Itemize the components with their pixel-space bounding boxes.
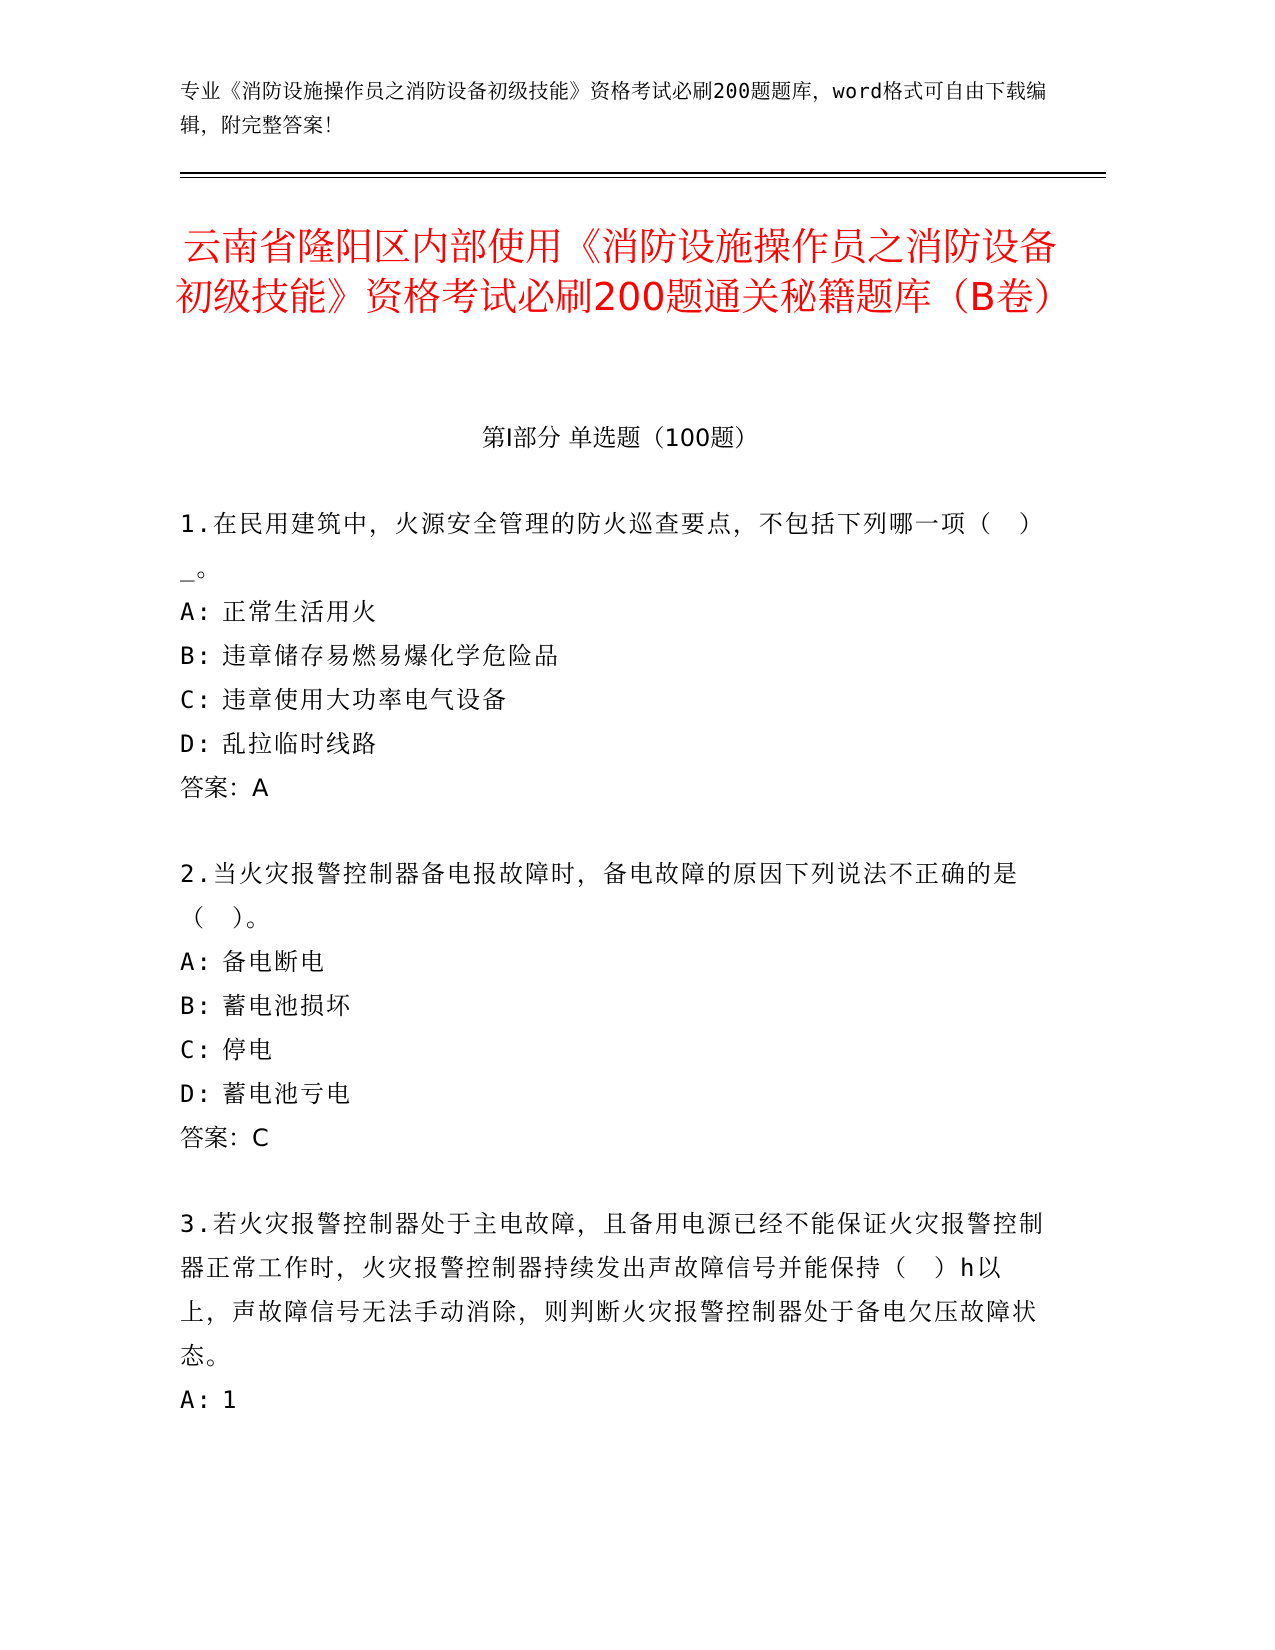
option-row xyxy=(180,940,1050,984)
option-text: 备电断电 xyxy=(222,948,326,976)
question-item xyxy=(180,502,1050,810)
question-item xyxy=(180,1202,1050,1422)
option-letter: A: xyxy=(180,948,213,976)
option-text: 违章储存易燃易爆化学危险品 xyxy=(222,642,560,670)
option-text: 停电 xyxy=(222,1036,274,1064)
option-row xyxy=(180,1028,1050,1072)
section-title: 第Ⅰ部分 单选题（100题） xyxy=(481,424,759,452)
option-row xyxy=(180,722,1050,766)
option-text: 蓄电池损坏 xyxy=(222,992,352,1020)
option-letter: A: xyxy=(180,1386,213,1414)
option-letter: C: xyxy=(180,1036,213,1064)
option-letter: C: xyxy=(180,686,213,714)
option-letter: B: xyxy=(180,642,213,670)
option-letter: B: xyxy=(180,992,213,1020)
question-item xyxy=(180,852,1050,1160)
answer-line: 答案：C xyxy=(180,1124,269,1152)
header-divider-thick xyxy=(180,172,1106,174)
option-text: 正常生活用火 xyxy=(222,598,378,626)
option-text: 乱拉临时线路 xyxy=(222,730,378,758)
question-stem: 2.当火灾报警控制器备电报故障时，备电故障的原因下列说法不正确的是（ ）。 xyxy=(180,860,1019,932)
answer-line: 答案：A xyxy=(180,774,269,802)
question-stem: 3.若火灾报警控制器处于主电故障，且备用电源已经不能保证火灾报警控制器正常工作时，火灾报警控制器持续发出声故障信号并能保持（ ）h以上，声故障信号无法手动消除，则判断火灾报警控制器处于备电欠压故障状态。 xyxy=(180,1210,1045,1370)
option-row xyxy=(180,678,1050,722)
option-row xyxy=(180,590,1050,634)
option-row xyxy=(180,1072,1050,1116)
header-note: 专业《消防设施操作员之消防设备初级技能》资格考试必刷200题题库，word格式可自由下载编辑，附完整答案！ xyxy=(180,79,1047,137)
question-list xyxy=(180,502,1050,1464)
header-divider-thin xyxy=(180,177,1106,178)
option-row xyxy=(180,634,1050,678)
option-text: 违章使用大功率电气设备 xyxy=(222,686,508,714)
question-stem: 1.在民用建筑中，火源安全管理的防火巡查要点，不包括下列哪一项（ ）_。 xyxy=(180,510,1045,582)
option-row xyxy=(180,1378,1050,1422)
option-text: 1 xyxy=(222,1386,239,1414)
option-text: 蓄电池亏电 xyxy=(222,1080,352,1108)
option-letter: D: xyxy=(180,730,213,758)
document-title: 云南省隆阳区内部使用《消防设施操作员之消防设备初级技能》资格考试必刷200题通关秘籍题库（B卷） xyxy=(175,225,1072,319)
option-letter: A: xyxy=(180,598,213,626)
option-letter: D: xyxy=(180,1080,213,1108)
option-row xyxy=(180,984,1050,1028)
